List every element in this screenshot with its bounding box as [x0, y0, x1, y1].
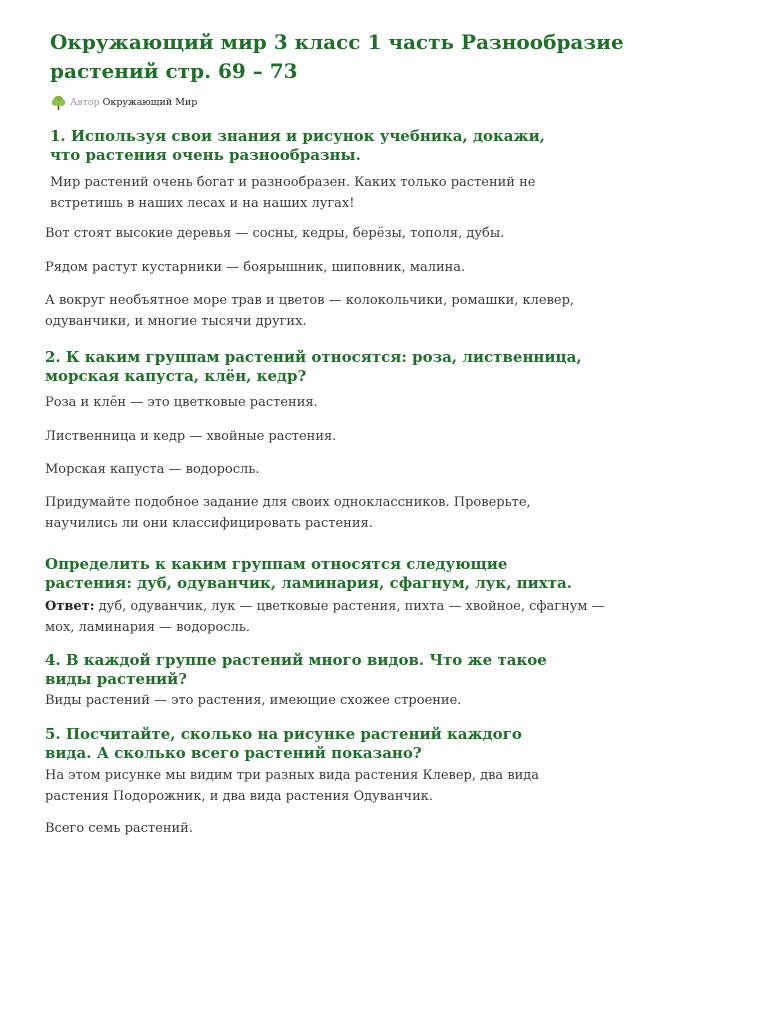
answer-text: дуб, одуванчик, лук — цветковые растения, пихта — хвойное, сфагнум — мох, ламинария — водоросль. [45, 599, 605, 635]
section-5-paragraph-2: Всего семь растений. [45, 821, 193, 836]
section-1-paragraph-4: А вокруг необъятное море трав и цветов — колокольчики, ромашки, клевер, одуванчики, и многие тысячи других. [45, 293, 575, 329]
section-2-heading: 2. К каким группам растений относятся: роза, лиственница, морская капуста, клён, кедр? [45, 348, 582, 385]
section-1-paragraph-1: Мир растений очень богат и разнообразен. Каких только растений не встретишь в наших лесах и на наших лугах! [50, 175, 536, 211]
section-2-paragraph-4: Придумайте подобное задание для своих одноклассников. Проверьте, научились ли они классифицировать растения. [45, 495, 531, 531]
section-1-paragraph-2: Вот стоят высокие деревья — сосны, кедры, берёзы, тополя, дубы. [45, 226, 505, 241]
section-2-paragraph-1: Роза и клён — это цветковые растения. [45, 395, 318, 410]
section-4-heading: 4. В каждой группе растений много видов. Что же такое виды растений? [45, 651, 547, 688]
section-2-paragraph-2: Лиственница и кедр — хвойные растения. [45, 429, 337, 444]
section-5-heading: 5. Посчитайте, сколько на рисунке растений каждого вида. А сколько всего растений показано? [45, 725, 522, 762]
page-title: Окружающий мир 3 класс 1 часть Разнообразие растений стр. 69 – 73 [50, 30, 624, 83]
section-3-answer [45, 596, 605, 638]
section-2-paragraph-3: Морская капуста — водоросль. [45, 462, 260, 477]
answer-label: Ответ: [45, 599, 95, 614]
section-1-paragraph-3: Рядом растут кустарники — боярышник, шиповник, малина. [45, 260, 466, 275]
section-3-heading: Определить к каким группам относятся следующие растения: дуб, одуванчик, ламинария, сфагнум, лук, пихта. [45, 555, 572, 592]
section-1-heading: 1. Используя свои знания и рисунок учебника, докажи, что растения очень разнообразны. [50, 127, 546, 164]
tree-icon [50, 94, 67, 111]
author-link[interactable]: Окружающий Мир [102, 96, 198, 108]
author-label: Автор [70, 96, 100, 108]
section-4-paragraph-1: Виды растений — это растения, имеющие схожее строение. [45, 693, 462, 708]
section-5-paragraph-1: На этом рисунке мы видим три разных вида растения Клевер, два вида растения Подорожник, и два вида растения Одуванчик. [45, 768, 540, 804]
author-line [50, 94, 197, 111]
